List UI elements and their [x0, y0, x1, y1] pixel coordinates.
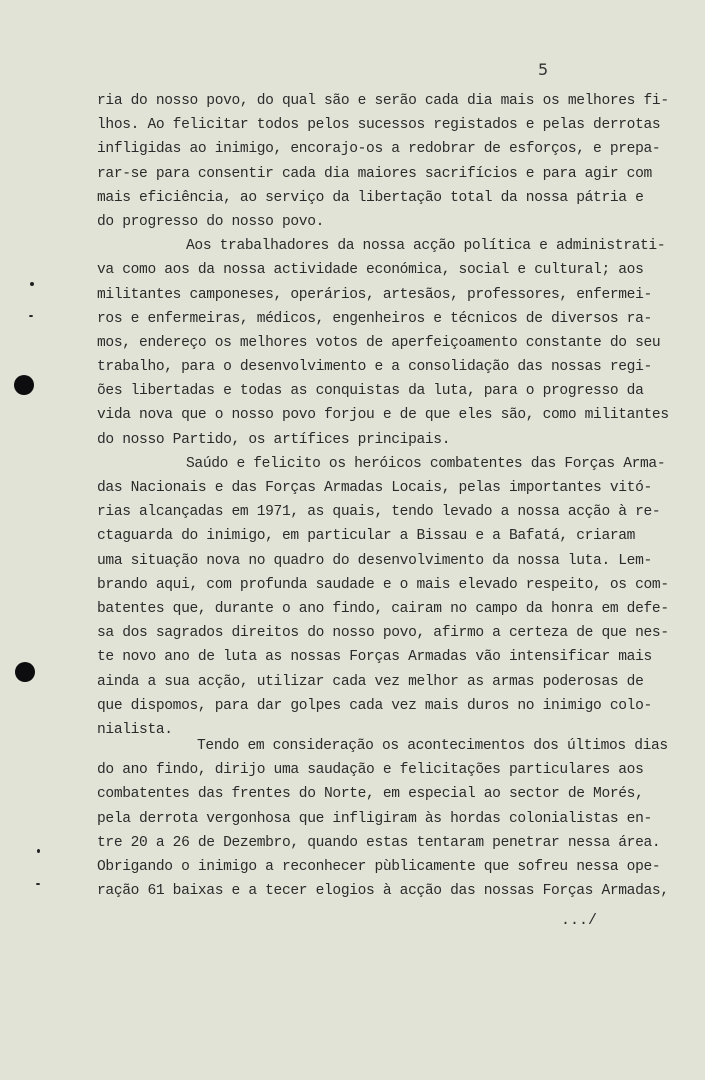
text-line: nialista.	[97, 721, 173, 738]
document-body	[97, 89, 697, 903]
paragraph	[97, 89, 697, 234]
text-line: ria do nosso povo, do qual são e serão cada dia mais os melhores fi-	[97, 93, 669, 109]
margin-speck	[37, 849, 40, 853]
text-line: mais eficiência, ao serviço da libertação total da nossa pátria e	[97, 189, 644, 206]
text-line: ctaguarda do inimigo, em particular a Bissau e a Bafatá, criaram	[97, 528, 636, 545]
text-line: militantes camponeses, operários, artesãos, professores, enfermei-	[97, 286, 652, 303]
text-line: das Nacionais e das Forças Armadas Locais, pelas importantes vitó-	[97, 480, 652, 496]
text-line: pela derrota vergonhosa que infligiram às hordas colonialistas en-	[97, 810, 652, 827]
punch-hole-top	[14, 375, 34, 395]
paragraph	[97, 234, 697, 452]
text-line: mos, endereço os melhores votos de aperfeiçoamento constante do seu	[97, 334, 661, 351]
paragraph	[97, 734, 697, 903]
text-line: sa dos sagrados direitos do nosso povo, afirmo a certeza de que nes-	[97, 625, 669, 642]
text-line: do progresso do nosso povo.	[97, 213, 325, 230]
text-line: vida nova que o nosso povo forjou e de que eles são, como militantes	[97, 407, 669, 424]
text-line: brando aqui, com profunda saudade e o mais elevado respeito, os com-	[97, 576, 669, 593]
paragraph	[97, 452, 697, 742]
text-line: que dispomos, para dar golpes cada vez mais duros no inimigo colo-	[97, 697, 652, 714]
text-line: ros e enfermeiras, médicos, engenheiros e técnicos de diversos ra-	[97, 310, 652, 327]
text-line: ração 61 baixas e a tecer elogios à acção das nossas Forças Armadas,	[97, 883, 669, 900]
punch-hole-bottom	[15, 662, 35, 682]
text-line: lhos. Ao felicitar todos pelos sucessos registados e pelas derrotas	[97, 117, 661, 134]
text-line: rias alcançadas em 1971, as quais, tendo levado a nossa acção à re-	[97, 504, 661, 521]
text-line: trabalho, para o desenvolvimento e a consolidação das nossas regi-	[97, 359, 652, 376]
margin-speck	[36, 883, 40, 885]
text-line: ainda a sua acção, utilizar cada vez melhor as armas poderosas de	[97, 673, 644, 690]
text-line: Obrigando o inimigo a reconhecer pùblicamente que sofreu nessa ope-	[97, 859, 661, 875]
page-number: 5	[538, 60, 549, 79]
text-line: batentes que, durante o ano findo, cairam no campo da honra em defe-	[97, 600, 669, 617]
text-line: do nosso Partido, os artífices principais.	[97, 431, 451, 448]
text-line: ões libertadas e todas as conquistas da luta, para o progresso da	[97, 383, 644, 400]
text-line: combatentes das frentes do Norte, em especial ao sector de Morés,	[97, 786, 644, 803]
text-line: uma situação nova no quadro do desenvolvimento da nossa luta. Lem-	[97, 552, 652, 569]
text-line: Tendo em consideração os acontecimentos dos últimos dias	[197, 738, 668, 755]
margin-speck	[29, 315, 33, 317]
text-line: infligidas ao inimigo, encorajo-os a redobrar de esforços, e prepa-	[97, 141, 661, 158]
continuation-mark: .../	[561, 912, 598, 929]
text-line: Saúdo e felicito os heróicos combatentes das Forças Arma-	[186, 455, 666, 472]
text-line: tre 20 a 26 de Dezembro, quando estas tentaram penetrar nessa área.	[97, 834, 661, 851]
text-line: te novo ano de luta as nossas Forças Armadas vão intensificar mais	[97, 649, 652, 666]
text-line: do ano findo, dirijo uma saudação e felicitações particulares aos	[97, 762, 644, 779]
text-line: Aos trabalhadores da nossa acção política e administrati-	[186, 238, 666, 255]
margin-speck	[30, 282, 34, 286]
text-line: rar-se para consentir cada dia maiores sacrifícios e para agir com	[97, 165, 652, 182]
text-line: va como aos da nossa actividade económica, social e cultural; aos	[97, 262, 644, 279]
